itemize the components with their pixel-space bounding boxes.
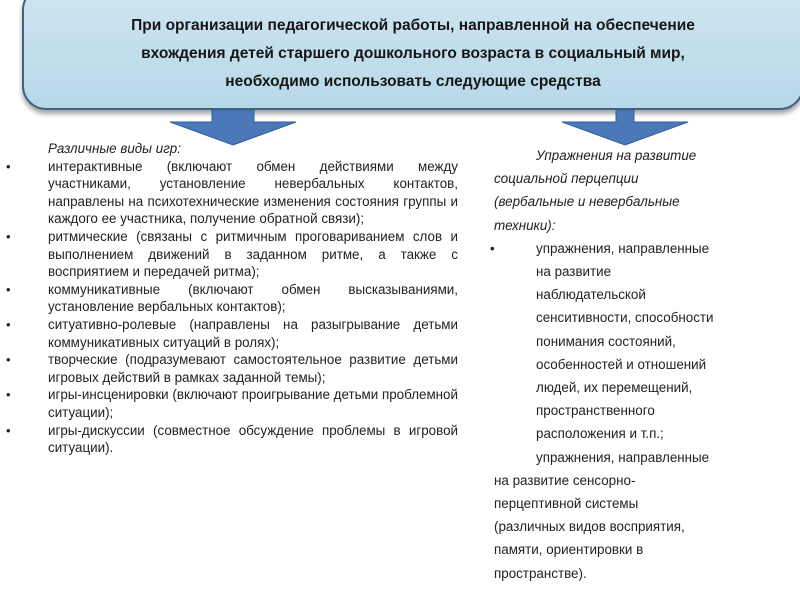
list-item-line: расположения и т.п.; — [536, 426, 664, 442]
list-item-line: наблюдательской — [536, 287, 646, 303]
exercises-heading-line: Упражнения на развитие — [536, 148, 697, 163]
list-item-line: на развитие сенсорно- — [494, 472, 636, 488]
exercises-column — [490, 144, 764, 585]
header-title — [131, 12, 695, 96]
list-item-line: перцептивной системы — [494, 496, 639, 512]
list-item: • творческие (подразумевают самостоятельное развитие детьми игровых действий в рамках заданной темы); — [10, 351, 458, 386]
games-heading: Различные виды игр: — [48, 141, 181, 156]
list-item-line: пространстве). — [494, 565, 587, 581]
list-item: • игры-инсценировки (включают проигрывание детьми проблемной ситуации); — [10, 386, 458, 421]
list-item: • интерактивные (включают обмен действиями между участниками, установление невербальных контактов, направлены на психотехнические изменения состояния группы и каждого ее участника, получение обратной связи); — [10, 158, 458, 228]
games-column — [10, 140, 458, 457]
list-item-line: сенситивности, способности — [536, 310, 714, 326]
list-item-line: понимания состояний, — [536, 333, 676, 349]
list-item — [490, 237, 764, 446]
list-item: • ситуативно-ролевые (направлены на разыгрывание детьми коммуникативных ситуаций в ролях); — [10, 316, 458, 351]
exercises-heading-line: (вербальные и невербальные — [494, 194, 680, 210]
list-item-line: упражнения, направленные — [536, 449, 710, 465]
header-line: необходимо использовать следующие средства — [225, 73, 601, 90]
list-item — [494, 446, 764, 585]
list-item: • ритмические (связаны с ритмичным проговариванием слов и выполнением движений в заданном ритме, а также с восприятием и передачей ритма); — [10, 228, 458, 281]
list-item-line: людей, их перемещений, — [536, 380, 693, 396]
down-arrow-icon — [560, 110, 690, 146]
exercises-heading — [494, 144, 764, 237]
header-line: При организации педагогической работы, направленной на обеспечение — [131, 17, 695, 34]
exercises-heading-line: социальной перцепции — [494, 171, 639, 187]
list-item-line: памяти, ориентировки в — [494, 542, 644, 558]
list-item-line: пространственного — [536, 403, 655, 419]
list-item-line: (различных видов восприятия, — [494, 519, 685, 535]
bullet-icon: • — [490, 240, 495, 256]
list-item-line: на развитие — [536, 264, 612, 280]
list-item: • игры-дискуссии (совместное обсуждение проблемы в игровой ситуации). — [10, 422, 458, 457]
header-line: вхождения детей старшего дошкольного возраста в социальный мир, — [141, 45, 685, 62]
list-item-line: особенностей и отношений — [536, 356, 707, 372]
list-item: • коммуникативные (включают обмен высказываниями, установление вербальных контактов); — [10, 281, 458, 316]
games-list — [10, 158, 458, 457]
exercises-heading-line: техники): — [494, 217, 556, 233]
list-item-line: упражнения, направленные — [536, 240, 710, 256]
header-banner — [22, 0, 800, 110]
